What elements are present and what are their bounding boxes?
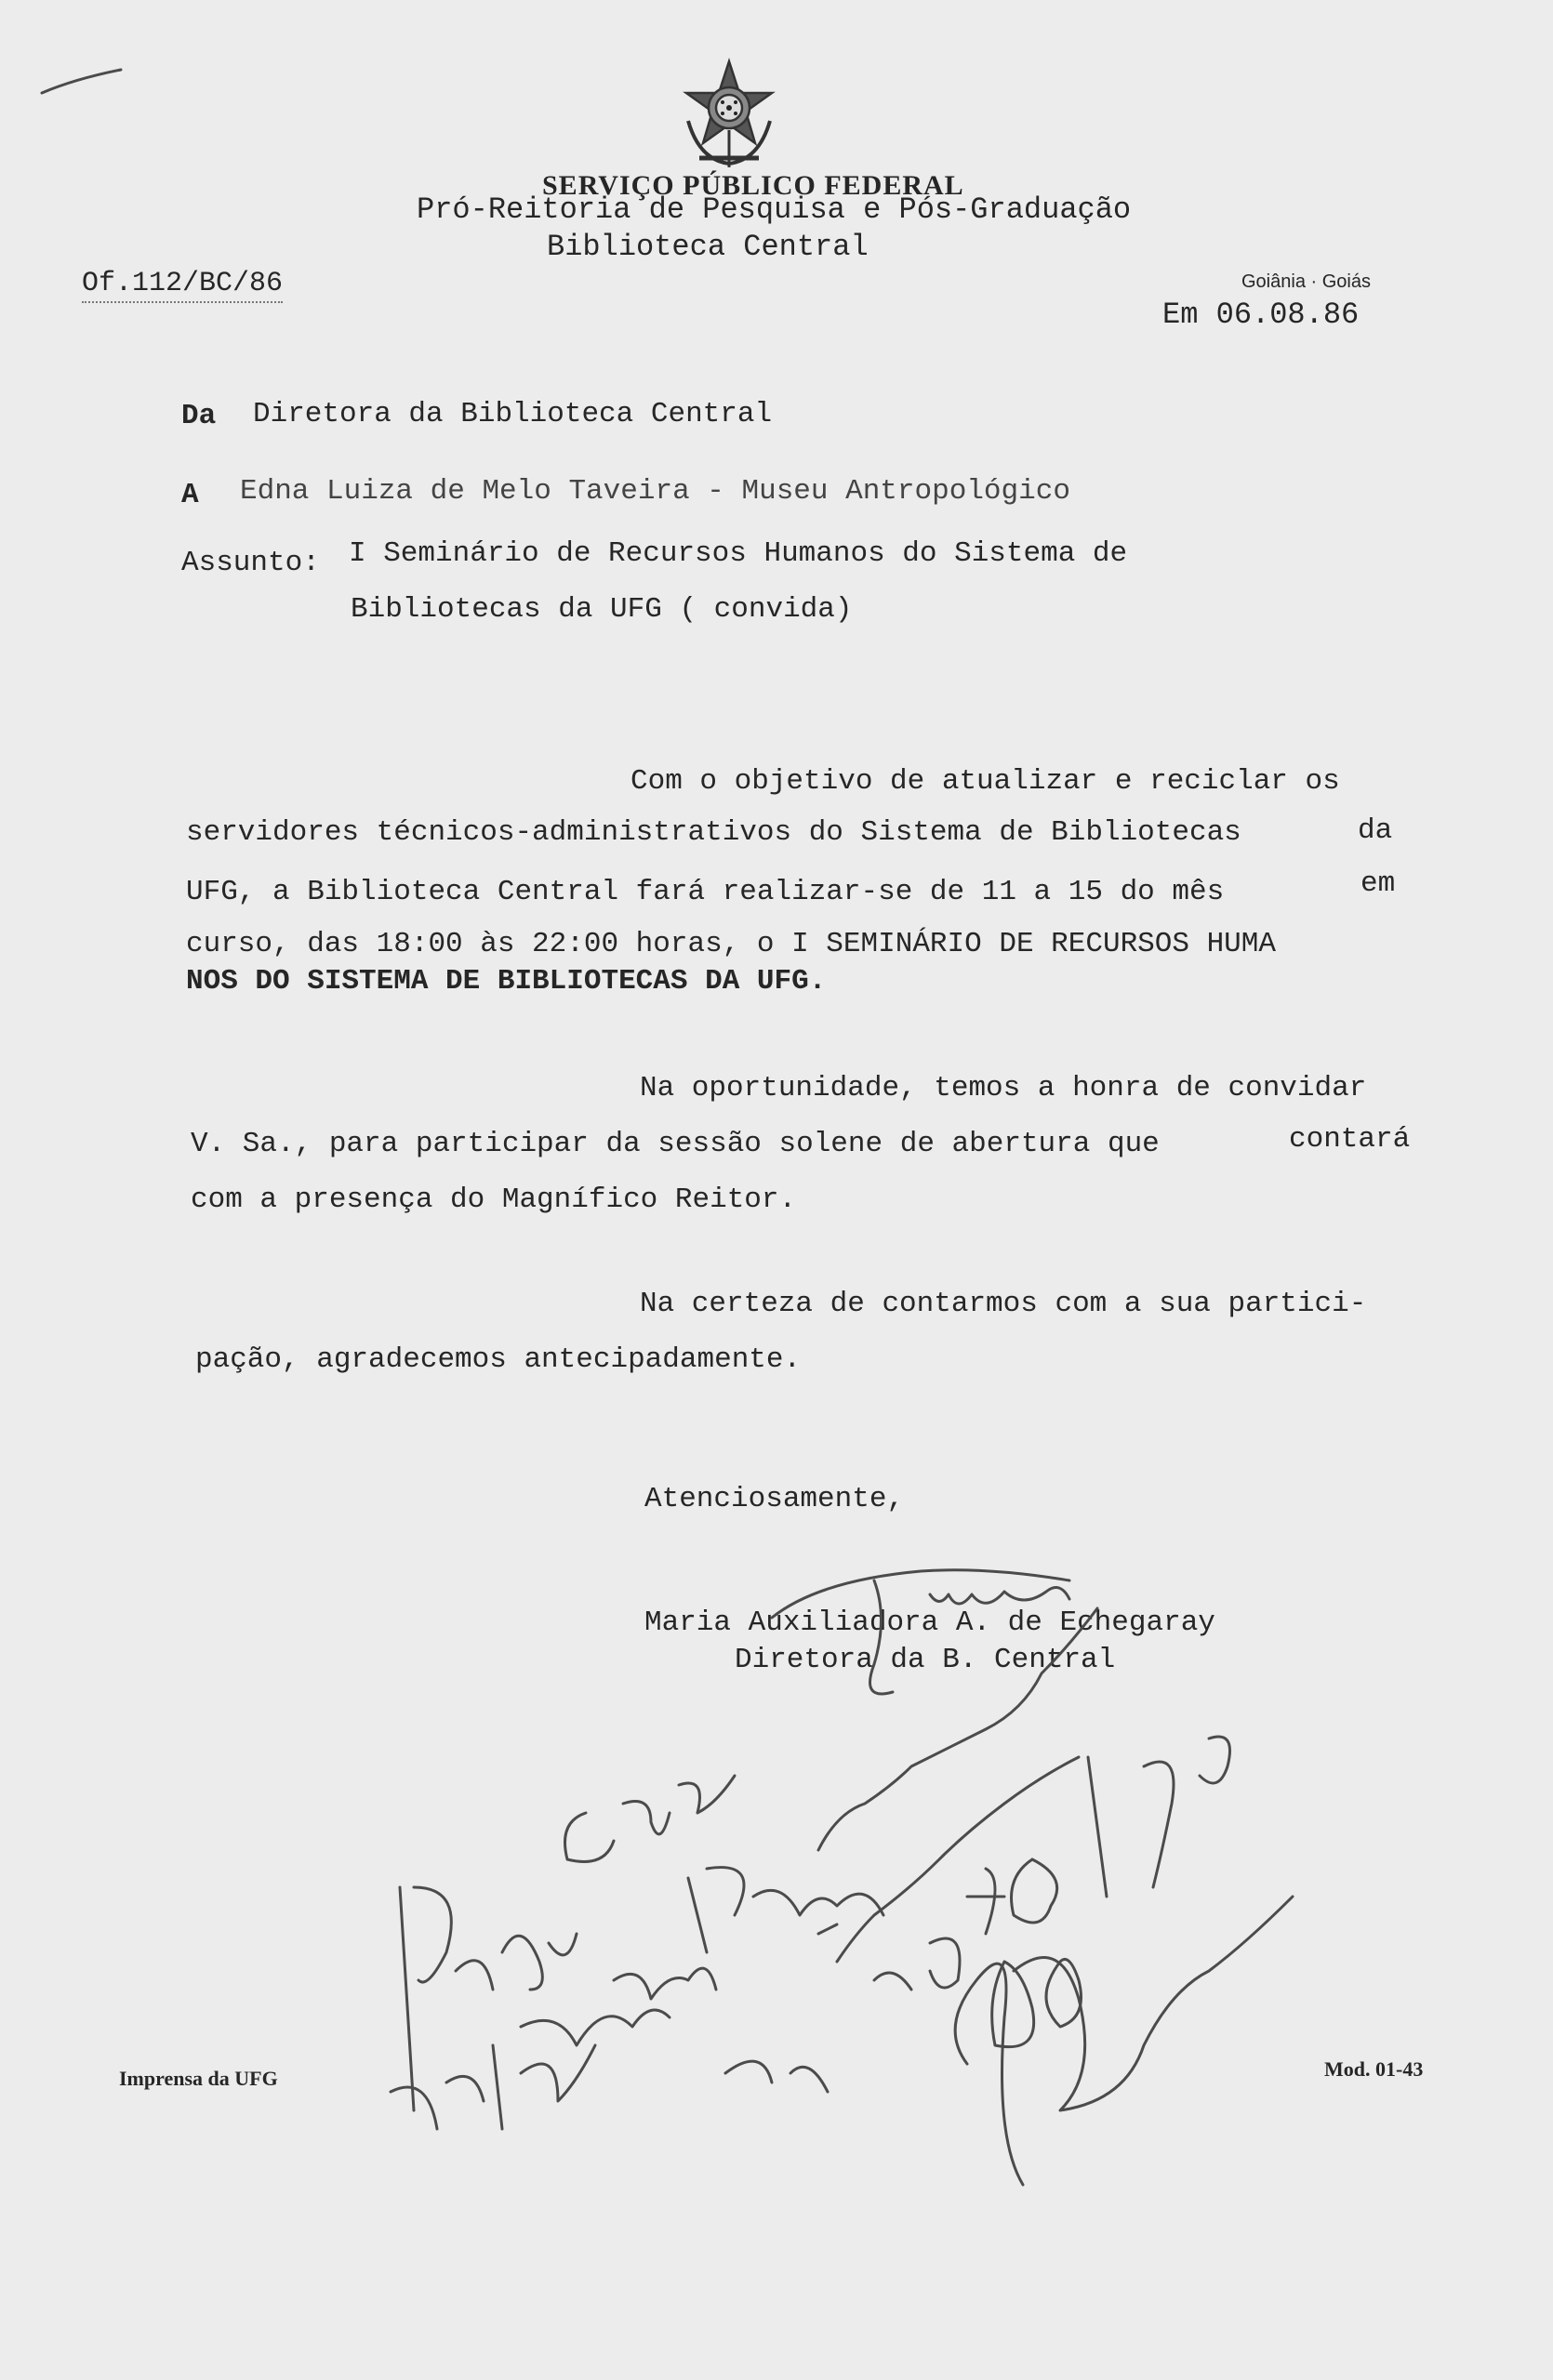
department-heading: Pró-Reitoria de Pesquisa e Pós-Graduação <box>417 192 1132 227</box>
paragraph-1-line-3: UFG, a Biblioteca Central fará realizar-se de 11 a 15 do mês <box>186 876 1225 908</box>
paragraph-1-line-2-end: da <box>1358 814 1393 847</box>
form-model-label: Mod. 01-43 <box>1324 2057 1424 2081</box>
reference-number: Of.112/BC/86 <box>82 268 283 303</box>
from-label: Da <box>181 400 217 432</box>
paragraph-1-line-5: NOS DO SISTEMA DE BIBLIOTECAS DA UFG. <box>186 965 827 998</box>
from-value: Diretora da Biblioteca Central <box>253 398 773 430</box>
paragraph-2-line-2-end: contará <box>1289 1123 1411 1156</box>
paragraph-1-line-1: Com o objetivo de atualizar e reciclar os <box>630 765 1340 798</box>
paragraph-2-line-3: com a presença do Magnífico Reitor. <box>191 1183 797 1216</box>
to-value: Edna Luiza de Melo Taveira - Museu Antropológico <box>240 475 1070 508</box>
date-label: Em 06.08.86 <box>1162 298 1360 332</box>
paragraph-2-line-1: Na oportunidade, temos a honra de convidar <box>640 1072 1367 1104</box>
place-label: Goiânia · Goiás <box>1241 271 1371 292</box>
paragraph-1-line-2: servidores técnicos-administrativos do Sistema de Bibliotecas <box>186 816 1241 849</box>
printer-label: Imprensa da UFG <box>119 2067 278 2090</box>
signatory-title: Diretora da B. Central <box>735 1644 1116 1676</box>
subject-label: Assunto: <box>181 547 320 579</box>
salutation: Atenciosamente, <box>644 1483 905 1515</box>
signatory-name: Maria Auxiliadora A. de Echegaray <box>644 1606 1215 1639</box>
paragraph-2-line-2: V. Sa., para participar da sessão solene de abertura que <box>191 1128 1160 1160</box>
subject-line-1: I Seminário de Recursos Humanos do Sistema de <box>349 537 1128 570</box>
to-label: A <box>181 479 199 511</box>
paragraph-1-line-4: curso, das 18:00 às 22:00 horas, o I SEMINÁRIO DE RECURSOS HUMA <box>186 928 1276 960</box>
brazil-coat-of-arms-icon <box>671 56 787 171</box>
paragraph-1-line-3-end: em <box>1361 867 1396 900</box>
paragraph-3-line-2: pação, agradecemos antecipadamente. <box>195 1343 802 1376</box>
subject-line-2: Bibliotecas da UFG ( convida) <box>351 593 853 626</box>
paragraph-3-line-1: Na certeza de contarmos com a sua partici- <box>640 1288 1367 1320</box>
unit-heading: Biblioteca Central <box>547 230 869 264</box>
service-heading: SERVIÇO PÚBLICO FEDERAL <box>542 170 964 201</box>
